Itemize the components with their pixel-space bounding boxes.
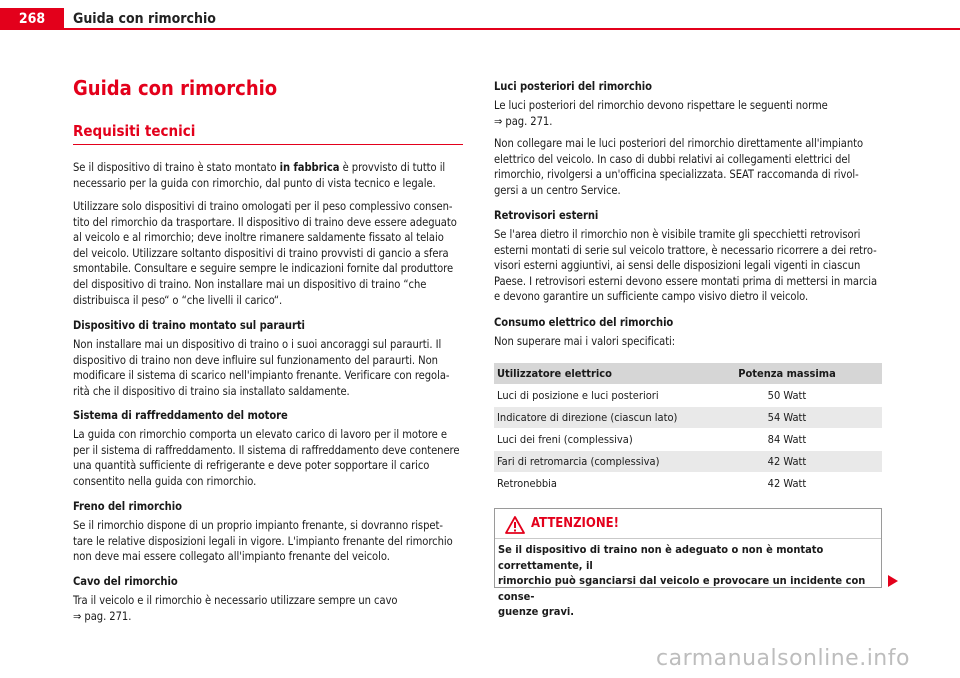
table-header-cell: Potenza massima (738, 367, 836, 380)
text-line: e devono garantire un sufficiente campo visivo dietro il veicolo. (494, 290, 809, 304)
text-line: rimorchio può sganciarsi dal veicolo e provocare un incidente con conse- (498, 574, 866, 603)
table-row (494, 385, 882, 407)
paragraph-requirements (73, 199, 473, 308)
text-line: visori esterni aggiuntivi, ai sensi delle disposizioni legali vigenti in ciascun (494, 259, 861, 273)
table-cell: 84 Watt (767, 433, 807, 446)
text-line: del dispositivo di traino. Non installare mai un dispositivo di traino “che (73, 277, 427, 291)
watermark: carmanualsonline.info (656, 646, 910, 671)
heading-luci: Luci posteriori del rimorchio (494, 80, 652, 93)
warning-title: ATTENZIONE! (531, 516, 619, 531)
text-line: Se il rimorchio dispone di un proprio impianto frenante, si dovranno rispet- (73, 519, 443, 532)
text-line: una quantità sufficiente di refrigerante e deve poter sopportare il carico (73, 459, 430, 473)
section-title: Requisiti tecnici (73, 122, 196, 140)
table-cell: Retronebbia (497, 477, 557, 490)
text-line: Se il dispositivo di traino non è adeguato o non è montato correttamente, il (498, 543, 824, 572)
table-row (494, 429, 882, 451)
table-row (494, 407, 882, 429)
paragraph-freno (73, 518, 473, 565)
paragraph-cavo (73, 593, 473, 624)
text-line: al veicolo e al rimorchio; deve inoltre rimanere saldamente fissato al telaio (73, 231, 444, 245)
table-cell: Indicatore di direzione (ciascun lato) (497, 411, 678, 424)
paragraph-luci-norme (494, 98, 894, 129)
text-line: esterni montati di serie sul veicolo trattore, è necessario ricorrere a dei retro- (494, 243, 877, 257)
heading-raffreddamento: Sistema di raffreddamento del motore (73, 409, 288, 422)
text-line: tito del rimorchio da trasportare. Il dispositivo di traino deve essere adeguato (73, 215, 457, 229)
text-line: modificare il sistema di scarico nell'impianto frenante. Verificare con regola- (73, 369, 450, 383)
heading-retrovisori: Retrovisori esterni (494, 209, 599, 222)
table-cell: 42 Watt (767, 477, 807, 490)
table-cell: 54 Watt (767, 411, 807, 424)
header-rule (64, 28, 960, 30)
section-rule (73, 144, 463, 145)
text-line: Utilizzare solo dispositivi di traino omologati per il peso complessivo consen- (73, 200, 453, 213)
heading-cavo: Cavo del rimorchio (73, 575, 178, 588)
table-cell: Fari di retromarcia (complessiva) (497, 455, 660, 468)
table-cell: 42 Watt (767, 455, 807, 468)
text-line: consentito nella guida con rimorchio. (73, 474, 257, 488)
warning-divider (495, 538, 881, 539)
text-line: Paese. I retrovisori esterni devono essere montati prima di mettersi in marcia (494, 274, 878, 288)
intro-text-pre: Se il dispositivo di traino è stato montato (73, 161, 280, 174)
paragraph-raffreddamento (73, 427, 473, 489)
paragraph-paraurti (73, 337, 473, 399)
heading-freno: Freno del rimorchio (73, 500, 182, 513)
text-line: gersi a un centro Service. (494, 183, 621, 197)
text-line: Se l'area dietro il rimorchio non è visibile tramite gli specchietti retrovisori (494, 228, 861, 241)
intro-text-bold: in fabbrica (279, 161, 340, 174)
intro-text-line2: necessario per la guida con rimorchio, dal punto di vista tecnico e legale. (73, 176, 436, 190)
paragraph-consumo: Non superare mai i valori specificati: (494, 335, 676, 348)
text-line: Tra il veicolo e il rimorchio è necessario utilizzare sempre un cavo (73, 594, 398, 607)
table-header-cell: Utilizzatore elettrico (497, 367, 612, 380)
text-line: Non installare mai un dispositivo di traino o i suoi ancoraggi sul paraurti. Il (73, 338, 442, 351)
text-line: per il sistema di raffreddamento. Il sistema di raffreddamento deve contenere (73, 443, 460, 457)
text-line: La guida con rimorchio comporta un elevato carico di lavoro per il motore e (73, 428, 447, 441)
table-row (494, 473, 882, 495)
text-line: del veicolo. Utilizzare soltanto dispositivi di traino provvisti di gancio a sfera (73, 246, 449, 260)
paragraph-luci-collegamento (494, 136, 894, 198)
text-line: distribuisca il peso“ o “che livelli il carico“. (73, 293, 283, 307)
text-line: guenze gravi. (498, 605, 575, 618)
table-cell: 50 Watt (767, 389, 807, 402)
text-line: Non collegare mai le luci posteriori del rimorchio direttamente all'impianto (494, 137, 864, 150)
page-header (0, 0, 960, 30)
power-table (494, 363, 882, 495)
chapter-title: Guida con rimorchio (73, 76, 278, 100)
intro-paragraph (73, 160, 473, 191)
text-line: non deve mai essere collegato all'impianto frenante del veicolo. (73, 550, 390, 564)
text-line: tare le relative disposizioni legali in vigore. L'impianto frenante del rimorchio (73, 534, 453, 548)
paragraph-retrovisori (494, 227, 894, 305)
page-reference-link[interactable]: ⇒ pag. 271. (494, 114, 553, 128)
table-row (494, 451, 882, 473)
page-reference-link[interactable]: ⇒ pag. 271. (73, 609, 132, 623)
text-line: rimorchio, rivolgersi a un'officina specializzata. SEAT raccomanda di rivol- (494, 168, 859, 182)
table-cell: Luci di posizione e luci posteriori (497, 389, 659, 402)
page-number: 268 (0, 8, 64, 30)
text-line: Le luci posteriori del rimorchio devono rispettare le seguenti norme (494, 99, 828, 112)
table-header-row (494, 363, 882, 385)
heading-paraurti: Dispositivo di traino montato sul paraurti (73, 319, 305, 332)
table-cell: Luci dei freni (complessiva) (497, 433, 633, 446)
text-line: dispositivo di traino non deve influire sul funzionamento del paraurti. Non (73, 353, 438, 367)
warning-triangle-icon (505, 516, 525, 534)
text-line: smontabile. Consultare e seguire sempre le indicazioni fornite dal produttore (73, 262, 454, 276)
warning-header (495, 509, 881, 539)
warning-box (494, 508, 882, 618)
text-line: rità che il dispositivo di traino sia installato saldamente. (73, 384, 350, 398)
intro-text-post: è provvisto di tutto il (339, 161, 446, 174)
running-title: Guida con rimorchio (73, 11, 216, 27)
continue-arrow-icon (888, 575, 898, 587)
warning-text (498, 542, 882, 620)
heading-consumo: Consumo elettrico del rimorchio (494, 316, 674, 329)
text-line: elettrico del veicolo. In caso di dubbi relativi ai collegamenti elettrici del (494, 152, 851, 166)
